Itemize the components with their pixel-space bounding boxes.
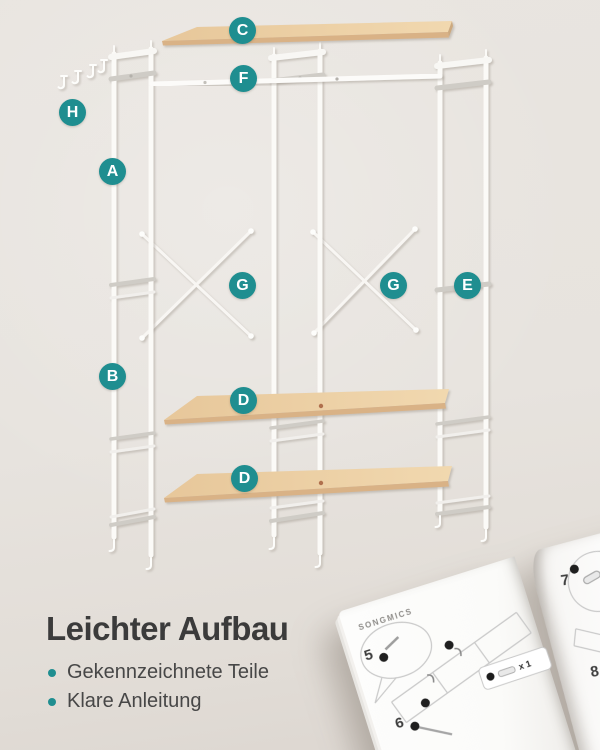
screw-icon xyxy=(497,665,516,677)
shelf-board-upper xyxy=(164,389,449,425)
brand-logo: SONGMICS xyxy=(357,606,414,633)
step-number: 7 xyxy=(559,571,571,590)
part-label-f: F xyxy=(230,65,257,92)
part-label-a: A xyxy=(99,158,126,185)
shelf-board-lower xyxy=(164,466,452,503)
hardware-quantity: x 1 xyxy=(517,658,533,672)
part-label-g1: G xyxy=(229,272,256,299)
bullet-dot xyxy=(48,669,56,677)
feature-item xyxy=(48,661,288,684)
feature-list xyxy=(48,661,288,713)
part-label-d1: D xyxy=(230,387,257,414)
bullet-dot xyxy=(48,698,56,706)
part-label-b: B xyxy=(99,363,126,390)
part-label-g2: G xyxy=(380,272,407,299)
feature-text: Klare Anleitung xyxy=(67,690,202,712)
step-number: 6 xyxy=(392,713,406,733)
part-label-c: C xyxy=(229,17,256,44)
part-label-d2: D xyxy=(231,465,258,492)
hardware-index-dot xyxy=(485,672,495,682)
side-frame-left xyxy=(110,41,155,569)
hooks-graphic xyxy=(59,60,108,88)
part-label-e: E xyxy=(454,272,481,299)
cross-braces xyxy=(139,226,419,341)
feature-item xyxy=(48,690,288,713)
feature-text: Gekennzeichnete Teile xyxy=(67,661,269,683)
step-number: 8 xyxy=(588,662,600,682)
headline: Leichter Aufbau xyxy=(46,610,289,647)
step-number: 5 xyxy=(362,645,376,665)
caption-block xyxy=(46,610,288,719)
part-label-h: H xyxy=(59,99,86,126)
top-board xyxy=(162,21,453,46)
